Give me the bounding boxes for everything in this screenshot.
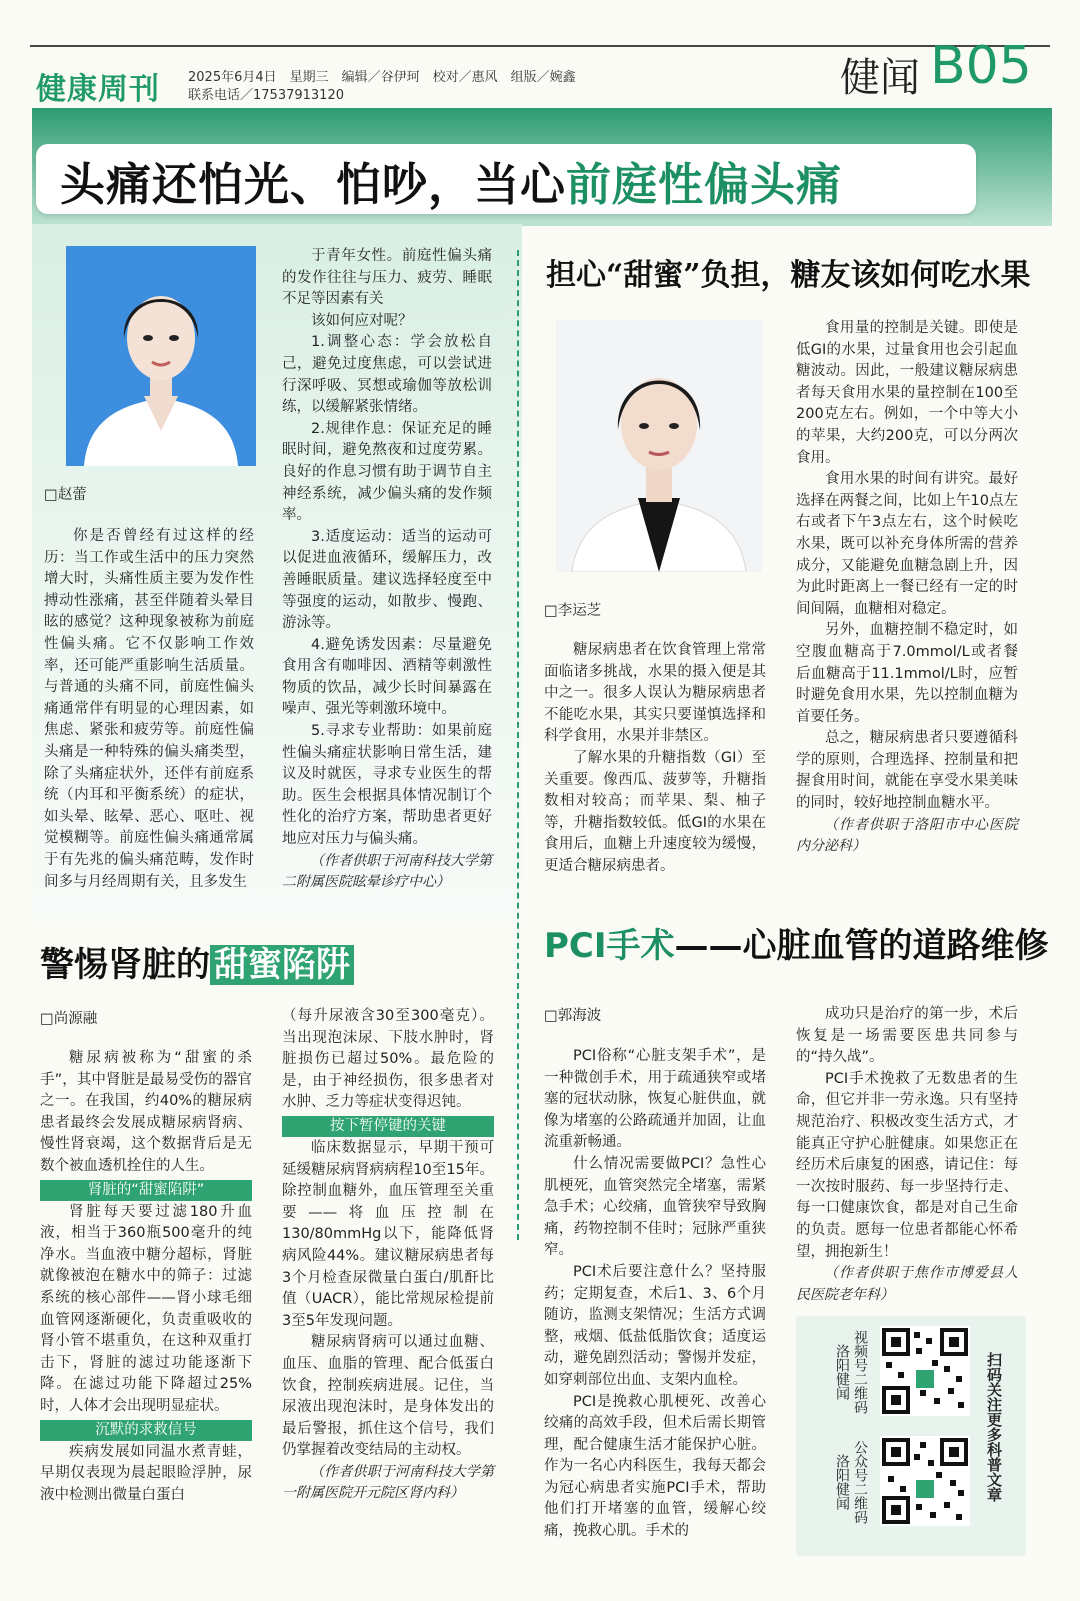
qr-title: 扫码关注更多科普文章 bbox=[985, 1352, 1003, 1502]
qr-code-video[interactable] bbox=[880, 1326, 970, 1416]
article3-section3b: 糖尿病肾病可以通过血糖、血压、血脂的管理、配合低蛋白饮食，控制疾病进展。记住，当尿液出现泡沫时，是身体发出的最后警报，抓住这个信号，我们仍掌握着改变结局的主动权。 bbox=[282, 1334, 494, 1459]
article2-column1 bbox=[544, 640, 766, 878]
qr-official-name: 洛阳健闻 bbox=[834, 1454, 850, 1510]
article2-column2 bbox=[796, 318, 1018, 858]
paragraph: PCI术后要注意什么？坚持服药；定期复查，术后1、3、6个月随访，监测支架情况；生活方式调整，戒烟、低盐低脂饮食；适度运动，避免剧烈活动；警惕并发症，如穿刺部位出血、支架内血栓。 bbox=[544, 1263, 766, 1388]
paragraph: 你是否曾经有过这样的经历：当工作或生活中的压力突然增大时，头痛性质主要为发作性搏动性涨痛，甚至伴随着头晕目眩的感觉？这种现象被称为前庭性偏头痛。它不仅影响工作效率，还可能严重影响生活质量。与普通的头痛不同，前庭性偏头痛通常伴有明显的心理因素，如焦虑、紧张和疲劳等。前庭性偏头痛是一种特殊的偏头痛类型，除了头痛症状外，还伴有前庭系统（内耳和平衡系统）的症状，如头晕、眩晕、恶心、呕吐、视觉模糊等。前庭性偏头痛通常属于有先兆的偏头痛范畴，发作时间多与月经周期有关，且多发生 bbox=[44, 528, 254, 890]
paragraph: 4.避免诱发因素：尽量避免食用含有咖啡因、酒精等刺激性物质的饮品，减少长时间暴露在噪声、强光等刺激环境中。 bbox=[282, 636, 492, 718]
paragraph: 1.调整心态：学会放松自己，避免过度焦虑，可以尝试进行深呼吸、冥想或瑜伽等放松训练，以缓解紧张情绪。 bbox=[282, 334, 492, 416]
article1-column1 bbox=[44, 526, 254, 893]
paragraph: PCI是挽救心肌梗死、改善心绞痛的高效手段，但术后需长期管理，配合健康生活才能保护心脏。作为一名心内科医生，我每天都会为冠心病患者实施PCI手术，帮助他们打开堵塞的血管，缓解心绞痛，挽救心肌。手术的 bbox=[544, 1393, 766, 1540]
article3-section3a: 临床数据显示，早期干预可延缓糖尿病肾病病程10至15年。除控制血糖外，血压管理至关重要——将血压控制在130/80mmHg以下，能降低肾病风险44%。建议糖尿病患者每3个月检查尿微量白蛋白/肌酐比值（UACR），能比常规尿检提前3至5年发现问题。 bbox=[282, 1139, 494, 1329]
paragraph: 总之，糖尿病患者只要遵循科学的原则，合理选择、控制量和把握食用时间，就能在享受水果美味的同时，较好地控制血糖水平。 bbox=[796, 730, 1018, 812]
qr-official-label: 公众号二维码 bbox=[852, 1440, 868, 1524]
author-photo-liyunzhi bbox=[556, 320, 762, 572]
paragraph: 5.寻求专业帮助：如果前庭性偏头痛症状影响日常生活，建议及时就医，寻求专业医生的帮助。医生会根据具体情况制订个性化的治疗方案，帮助患者更好地应对压力与偏头痛。 bbox=[282, 723, 492, 848]
article3-column2 bbox=[282, 1006, 494, 1505]
article3-section1: 肾脏每天要过滤180升血液，相当于360瓶500毫升的纯净水。当血液中糖分超标，肾脏就像被泡在糖水中的筛子：过滤系统的核心部件——肾小球毛细血管网逐渐硬化，负责重吸收的肾小管不堪重负，在这种双重打击下，肾脏的滤过功能逐渐下降。在滤过功能下降超过25%时，人体才会出现明显症状。 bbox=[40, 1203, 252, 1414]
paragraph: 于青年女性。前庭性偏头痛的发作往往与压力、疲劳、睡眠不足等因素有关 bbox=[282, 248, 492, 308]
author-affiliation: （作者供职于河南科技大学第二附属医院眩晕诊疗中心） bbox=[282, 852, 492, 891]
article4-column1 bbox=[544, 1046, 766, 1543]
paragraph: 该如何应对呢？ bbox=[311, 312, 413, 329]
paragraph: 食用量的控制是关键。即使是低GI的水果，过量食用也会引起血糖波动。因此，一般建议糖尿病患者每天食用水果的量控制在100至200克左右。例如，一个中等大小的苹果，大约200克，可以分两次食用。 bbox=[796, 320, 1018, 466]
page-code: B05 bbox=[930, 36, 1032, 96]
article1-headline: 头痛还怕光、怕吵，当心前庭性偏头痛 bbox=[60, 158, 843, 211]
paragraph: 食用水果的时间有讲究。最好选择在两餐之间，比如上午10点左右或者下午3点左右，这个时候吃水果，既可以补充身体所需的营养成分，又能避免血糖急剧上升，因为此时距离上一餐已经有一定的时间间隔，血糖相对稳定。 bbox=[796, 471, 1018, 617]
article1-column2 bbox=[282, 246, 492, 894]
section-name: 健闻 bbox=[840, 55, 920, 101]
issue-meta: 2025年6月4日 星期三 编辑／谷伊珂 校对／惠风 组版／婉鑫 bbox=[188, 70, 576, 85]
article3-section2: 疾病发展如同温水煮青蛙，早期仅表现为晨起眼睑浮肿，尿液中检测出微量白蛋白 bbox=[40, 1443, 252, 1503]
article3-footnote: （作者供职于河南科技大学第一附属医院开元院区肾内科） bbox=[282, 1463, 494, 1502]
article2-author: □ 李运芝 bbox=[544, 599, 601, 620]
paragraph: 了解水果的升糖指数（GI）至关重要。像西瓜、菠萝等，升糖指数相对较高；而苹果、梨、柚子等，升糖指数较低。低GI的水果在食用后，血糖上升速度较为缓慢，更适合糖尿病患者。 bbox=[544, 749, 766, 874]
paragraph: 什么情况需要做PCI？急性心肌梗死，血管突然完全堵塞，需紧急手术；心绞痛，血管狭窄导致胸痛，药物控制不佳时；冠脉严重狭窄。 bbox=[544, 1155, 766, 1259]
paragraph: PCI俗称“心脏支架手术”，是一种微创手术，用于疏通狭窄或堵塞的冠状动脉，恢复心脏供血，就像为堵塞的公路疏通并加固，让血流重新畅通。 bbox=[544, 1048, 766, 1151]
paragraph: 3.适度运动：适当的运动可以促进血液循环，缓解压力，改善睡眠质量。建议选择轻度至中等强度的运动，如散步、慢跑、游泳等。 bbox=[282, 528, 492, 632]
article4-author: □ 郭海波 bbox=[544, 1004, 601, 1025]
author-photo-zhaolei bbox=[66, 246, 256, 466]
qr-video-name: 洛阳健闻 bbox=[834, 1344, 850, 1400]
paragraph: 糖尿病患者在饮食管理上常常面临诸多挑战，水果的摄入便是其中之一。很多人误认为糖尿病患者不能吃水果，其实只要谨慎选择和科学食用，水果并非禁区。 bbox=[544, 642, 766, 745]
paragraph: 另外，血糖控制不稳定时，如空腹血糖高于7.0mmol/L或者餐后血糖高于11.1mmol/L时，应暂时避免食用水果，先以控制血糖为首要任务。 bbox=[796, 622, 1018, 725]
article3-intro: 糖尿病被称为“甜蜜的杀手”，其中肾脏是最易受伤的器官之一。在我国，约40%的糖尿病患者最终会发展成糖尿病肾病、慢性肾衰竭，这个数据背后是无数个被血透机拴住的人生。 bbox=[40, 1050, 252, 1174]
article3-subhead2: 沉默的求救信号 bbox=[40, 1420, 252, 1441]
article3-author: □ 尚源融 bbox=[40, 1007, 97, 1028]
article1-author: □ 赵蕾 bbox=[44, 483, 87, 504]
contact-phone: 联系电话／17537913120 bbox=[188, 88, 344, 103]
article3-headline: 警惕肾脏的 甜蜜陷阱 bbox=[40, 937, 354, 986]
article3-subhead1: 肾脏的“甜蜜陷阱” bbox=[40, 1180, 252, 1201]
brand-title: 健康周刊 bbox=[36, 72, 160, 107]
article4-column2 bbox=[796, 1004, 1018, 1306]
paragraph: 2.规律作息：保证充足的睡眠时间，避免熬夜和过度劳累。良好的作息习惯有助于调节自主神经系统，减少偏头痛的发作频率。 bbox=[282, 420, 492, 524]
author-affiliation: （作者供职于洛阳市中心医院内分泌科） bbox=[796, 816, 1018, 855]
qr-code-official[interactable] bbox=[880, 1436, 970, 1526]
column-divider bbox=[517, 250, 519, 1240]
paragraph: 成功只是治疗的第一步，术后恢复是一场需要医患共同参与的“持久战”。 bbox=[796, 1006, 1018, 1066]
article3-subhead3: 按下暂停键的关键 bbox=[282, 1116, 494, 1137]
article3-column1 bbox=[40, 1048, 252, 1506]
article3-column2-top: （每升尿液含30至300毫克）。当出现泡沫尿、下肢水肿时，肾脏损伤已超过50%。最危险的是，由于神经损伤，很多患者对水肿、乏力等症状变得迟钝。 bbox=[282, 1008, 494, 1111]
article2-headline: 担心“甜蜜”负担，糖友该如何吃水果 bbox=[546, 258, 1031, 293]
author-affiliation: （作者供职于焦作市博爱县人民医院老年科） bbox=[796, 1265, 1018, 1303]
qr-video-label: 视频号二维码 bbox=[852, 1330, 868, 1414]
paragraph: PCI手术挽救了无数患者的生命，但它并非一劳永逸。只有坚持规范治疗、积极改变生活方式，才能真正守护心脏健康。如果您正在经历术后康复的困惑，请记住：每一次按时服药、每一步坚持行走、每一口健康饮食，都是对自己生命的负责。愿每一位患者都能心怀希望，拥抱新生！ bbox=[796, 1070, 1018, 1260]
article4-headline: PCI手术——心脏血管的道路维修 bbox=[544, 926, 1049, 966]
